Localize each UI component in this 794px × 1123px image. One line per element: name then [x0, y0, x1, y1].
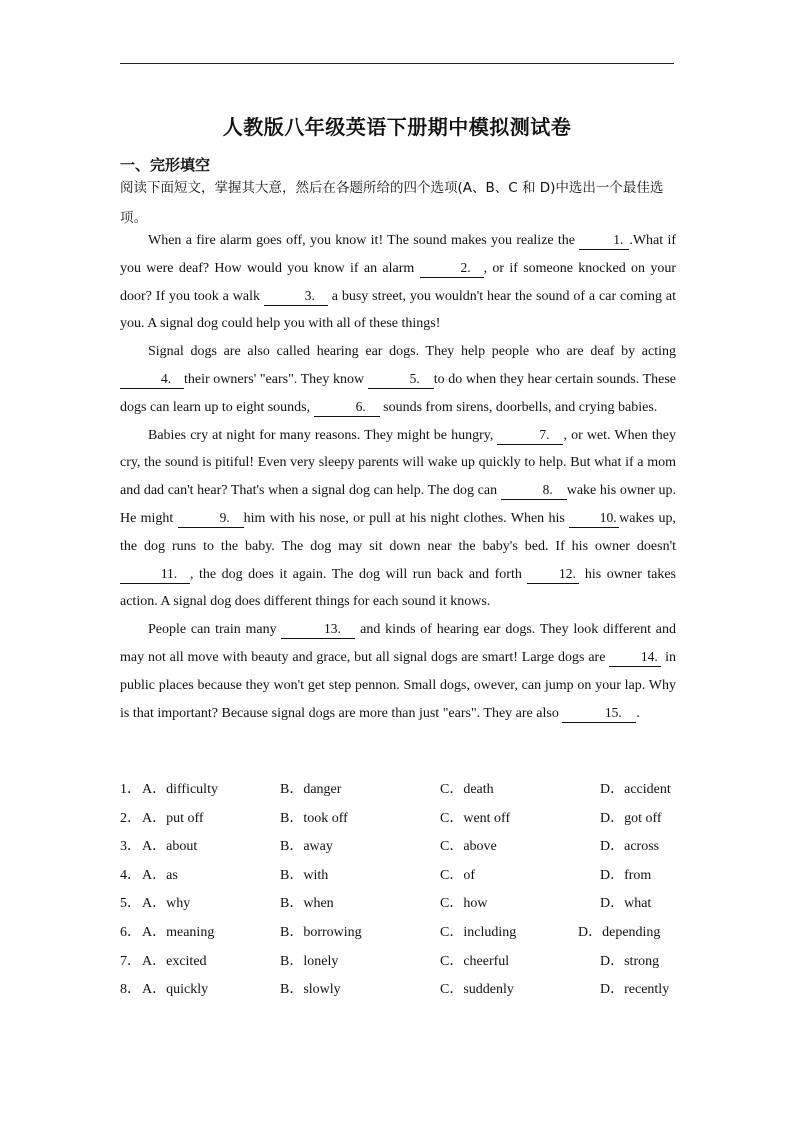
option-b[interactable]: B．with [280, 867, 329, 883]
question-row-7 [120, 948, 680, 977]
header-rule [120, 63, 674, 64]
option-b[interactable]: B．borrowing [280, 924, 362, 940]
question-row-1 [120, 776, 680, 805]
option-d[interactable]: D．strong [600, 953, 660, 969]
option-c[interactable]: C．of [440, 867, 475, 883]
question-row-8 [120, 976, 680, 1005]
blank-1[interactable]: 1. [579, 231, 629, 250]
passage-paragraph-3: Babies cry at night for many reasons. They might be hungry, 7. , or wet. When they cry, the sound is pitiful! Even very sleepy parents will wake up quickly to help. But what if a mom and dad can't hear? That's when a signal dog can help. The dog can 8. wake his owner up. He might 9. him with his nose, or pull at his night clothes. When his 10. wakes up, the dog runs to the baby. The dog may sit down near the baby's bed. If his owner doesn't 11. , the dog does it again. The dog will run back and forth 12. his owner takes action. A signal dog does different things for each sound it knows. [120, 426, 677, 610]
instruction-text: 阅读下面短文，掌握其大意，然后在各题所给的四个选项(A、B、C 和 D)中选出一个最佳选项。 [120, 180, 664, 226]
question-number: 7． [120, 953, 141, 969]
blank-13[interactable]: 13. [281, 620, 355, 639]
question-number: 3． [120, 839, 141, 855]
option-b[interactable]: B．away [280, 839, 333, 855]
blank-10[interactable]: 10. [569, 509, 619, 528]
blank-4[interactable]: 4. [120, 370, 184, 389]
question-row-4 [120, 862, 680, 891]
blank-14[interactable]: 14. [609, 648, 661, 667]
option-a[interactable]: A．put off [142, 810, 204, 826]
section-heading: 一、完形填空 [120, 156, 211, 174]
option-c[interactable]: C．went off [440, 810, 511, 826]
option-b[interactable]: B．slowly [280, 982, 341, 998]
blank-8[interactable]: 8. [501, 481, 567, 500]
question-number: 4． [120, 867, 141, 883]
blank-12[interactable]: 12. [527, 565, 579, 584]
option-a[interactable]: A．about [142, 839, 198, 855]
answer-options [120, 776, 680, 1005]
option-b[interactable]: B．when [280, 896, 334, 912]
option-a[interactable]: A．as [142, 867, 178, 883]
blank-15[interactable]: 15. [562, 704, 636, 723]
blank-11[interactable]: 11. [120, 565, 190, 584]
option-a[interactable]: A．excited [142, 953, 207, 969]
option-c[interactable]: C．above [440, 839, 497, 855]
page-title: 人教版八年级英语下册期中模拟测试卷 [222, 115, 572, 139]
option-d[interactable]: D．accident [600, 782, 671, 797]
option-d[interactable]: D．got off [600, 810, 662, 826]
option-d[interactable]: D．depending [578, 924, 661, 940]
option-d[interactable]: D．from [600, 867, 652, 883]
blank-7[interactable]: 7. [497, 426, 563, 445]
passage-paragraph-1: When a fire alarm goes off, you know it! The sound makes you realize the 1. .What if you were deaf? How would you know if an alarm 2. , or if someone knocked on your door? If you took a walk 3. a busy street, you wouldn't hear the sound of a car coming at you. A signal dog could help you with all of these things! [120, 232, 676, 332]
option-a[interactable]: A．difficulty [142, 782, 218, 797]
option-b[interactable]: B．lonely [280, 953, 339, 969]
question-row-3 [120, 833, 680, 862]
option-d[interactable]: D．what [600, 896, 652, 912]
question-row-6 [120, 919, 680, 948]
question-row-5 [120, 890, 680, 919]
option-d[interactable]: D．recently [600, 982, 670, 998]
option-d[interactable]: D．across [600, 839, 660, 855]
question-number: 5． [120, 896, 141, 912]
option-c[interactable]: C．death [440, 782, 494, 797]
cloze-passage [120, 227, 676, 727]
passage-paragraph-2: Signal dogs are also called hearing ear dogs. They help people who are deaf by acting 4. their owners' "ears". They know 5. to do when they hear certain sounds. These dogs can learn up to eight sounds, 6. sounds from sirens, doorbells, and crying babies. [120, 344, 677, 415]
blank-9[interactable]: 9. [178, 509, 244, 528]
option-c[interactable]: C．including [440, 924, 517, 940]
option-a[interactable]: A．why [142, 896, 191, 912]
option-b[interactable]: B．took off [280, 810, 348, 826]
passage-paragraph-4: People can train many 13. and kinds of hearing ear dogs. They look different and may not all move with beauty and grace, but all signal dogs are smart! Large dogs are 14. in public places because they won't get step pennon. Small dogs, owever, can jump on your lap. Why is that important? Because signal dogs are more than just "ears". They are also 15. . [120, 621, 677, 721]
question-number: 6． [120, 924, 141, 940]
option-c[interactable]: C．how [440, 896, 488, 912]
question-row-2 [120, 805, 680, 834]
blank-5[interactable]: 5. [368, 370, 434, 389]
blank-2[interactable]: 2. [420, 259, 484, 278]
option-c[interactable]: C．cheerful [440, 953, 510, 969]
option-a[interactable]: A．quickly [142, 982, 209, 998]
question-number: 1． [120, 782, 141, 797]
question-number: 8． [120, 982, 141, 998]
question-number: 2． [120, 810, 141, 826]
blank-6[interactable]: 6. [314, 398, 380, 417]
option-c[interactable]: C．suddenly [440, 982, 514, 998]
option-a[interactable]: A．meaning [142, 924, 215, 940]
option-b[interactable]: B．danger [280, 782, 342, 797]
blank-3[interactable]: 3. [264, 287, 328, 306]
